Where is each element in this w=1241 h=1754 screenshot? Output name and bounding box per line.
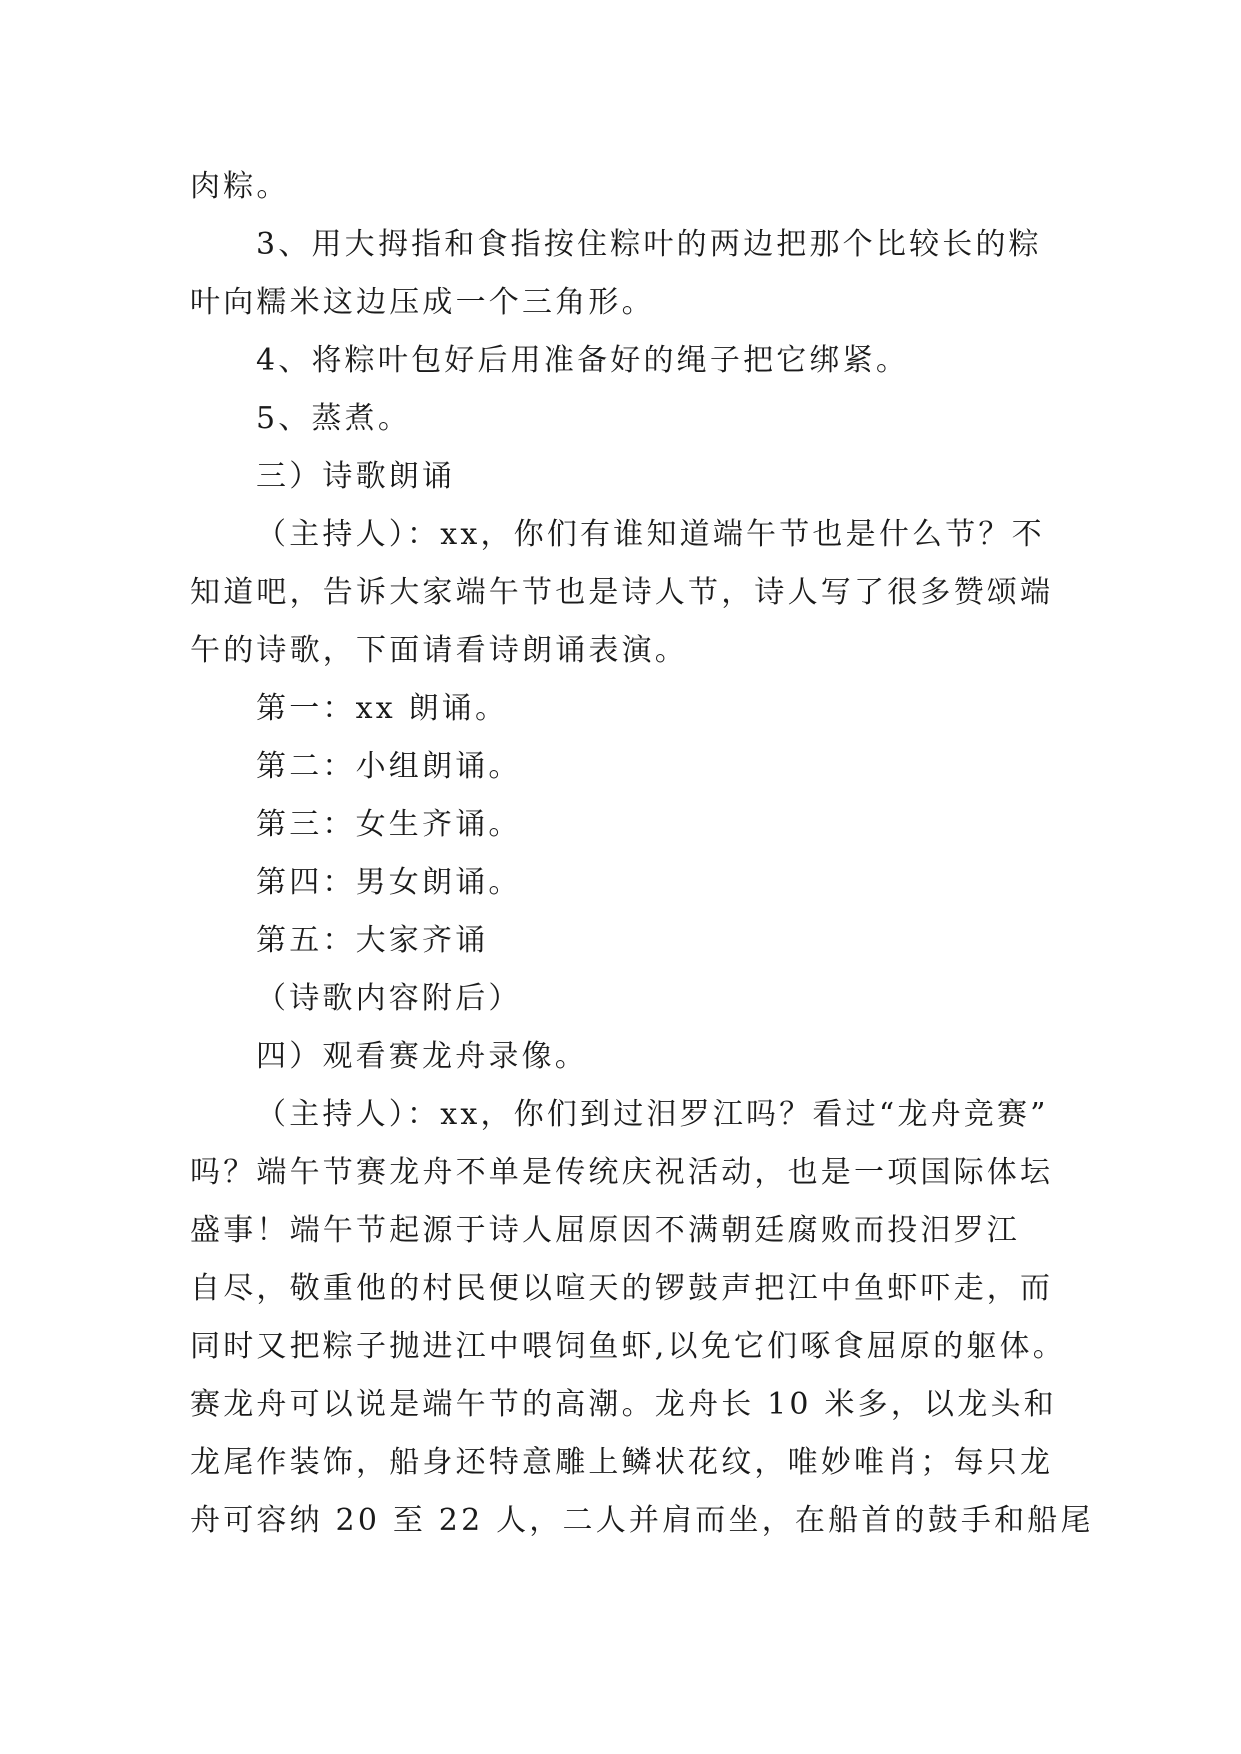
paragraph-line: 同时又把粽子抛进江中喂饲鱼虾,以免它们啄食屈原的躯体。 (190, 1329, 1066, 1364)
paragraph-line: 午的诗歌，下面请看诗朗诵表演。 (190, 633, 688, 668)
paragraph-line: 赛龙舟可以说是端午节的高潮。龙舟长 10 米多，以龙头和 (190, 1387, 1057, 1422)
paragraph-line: 4、将粽叶包好后用准备好的绳子把它绑紧。 (256, 343, 910, 378)
paragraph-line: （诗歌内容附后） (256, 981, 522, 1016)
paragraph-line: 肉粽。 (190, 169, 290, 204)
paragraph-line: （主持人）：xx，你们到过汨罗江吗？看过“龙舟竞赛” (256, 1097, 1049, 1132)
paragraph-line: 盛事！端午节起源于诗人屈原因不满朝廷腐败而投汨罗江 (190, 1213, 1020, 1248)
paragraph-line: 自尽，敬重他的村民便以喧天的锣鼓声把江中鱼虾吓走，而 (190, 1271, 1054, 1306)
section-heading: 三）诗歌朗诵 (256, 459, 456, 494)
paragraph-line: 龙尾作装饰，船身还特意雕上鳞状花纹，唯妙唯肖；每只龙 (190, 1445, 1054, 1480)
paragraph-line: （主持人）：xx，你们有谁知道端午节也是什么节？不 (256, 517, 1045, 552)
paragraph-line: 舟可容纳 20 至 22 人，二人并肩而坐，在船首的鼓手和船尾 (190, 1503, 1094, 1538)
paragraph-line: 叶向糯米这边压成一个三角形。 (190, 285, 655, 320)
list-item: 第二：小组朗诵。 (256, 749, 522, 784)
paragraph-line: 5、蒸煮。 (256, 401, 412, 436)
document-body (190, 158, 1094, 1550)
list-item: 第一：xx 朗诵。 (256, 691, 509, 726)
paragraph-line: 知道吧，告诉大家端午节也是诗人节，诗人写了很多赞颂端 (190, 575, 1054, 610)
paragraph-line: 吗？端午节赛龙舟不单是传统庆祝活动，也是一项国际体坛 (190, 1155, 1054, 1190)
section-heading: 四）观看赛龙舟录像。 (256, 1039, 588, 1074)
list-item: 第三：女生齐诵。 (256, 807, 522, 842)
list-item: 第五：大家齐诵 (256, 923, 489, 958)
list-item: 第四：男女朗诵。 (256, 865, 522, 900)
paragraph-line: 3、用大拇指和食指按住粽叶的两边把那个比较长的粽 (256, 227, 1042, 262)
